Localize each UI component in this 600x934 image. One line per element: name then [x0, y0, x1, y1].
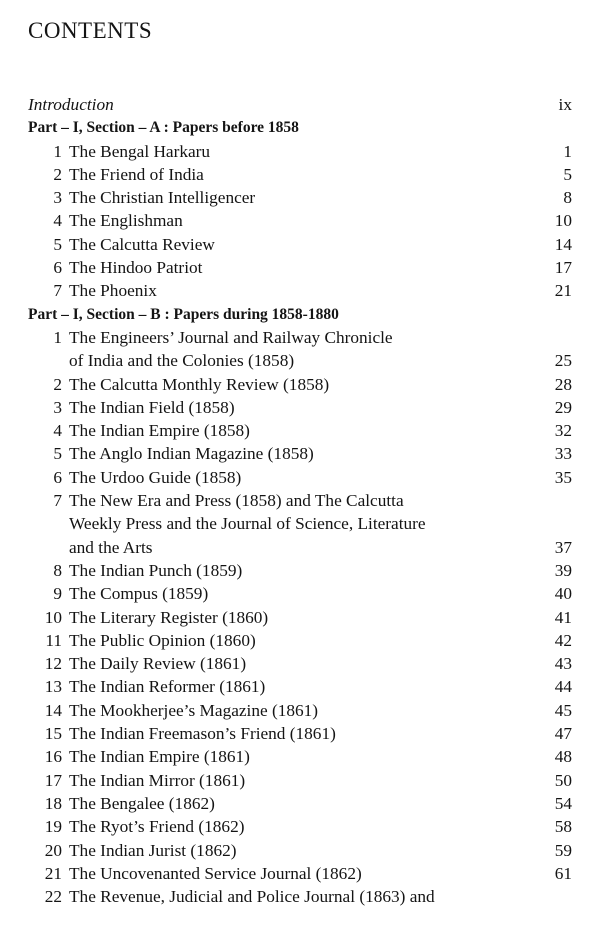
entry-page: 8 [563, 188, 572, 208]
entry-page: 45 [554, 700, 572, 720]
entry-page: 14 [554, 234, 572, 254]
entry-number: 2 [53, 164, 62, 184]
toc-entry [0, 745, 600, 768]
entry-number: 6 [53, 467, 62, 487]
entry-number: 19 [44, 817, 62, 837]
entry-title: The Calcutta Monthly Review (1858) [69, 374, 330, 394]
toc-entry [0, 209, 600, 232]
entry-title: and the Arts [69, 537, 153, 557]
entry-number: 20 [44, 840, 62, 860]
entry-number: 7 [53, 281, 62, 301]
entry-line [0, 815, 600, 838]
entry-page: 42 [554, 630, 572, 650]
entry-line [0, 722, 600, 745]
introduction-page: ix [558, 95, 572, 114]
entry-line [0, 629, 600, 652]
toc-entry [0, 442, 600, 465]
entry-number: 5 [53, 234, 62, 254]
toc-entry [0, 675, 600, 698]
entry-page: 41 [554, 607, 572, 627]
entry-line [0, 373, 600, 396]
toc-entry [0, 256, 600, 279]
entry-number: 1 [53, 141, 62, 161]
entry-title: The Phoenix [69, 281, 157, 301]
entry-title: The New Era and Press (1858) and The Calcutta [69, 491, 404, 511]
entry-number: 9 [53, 584, 62, 604]
toc-entry [0, 489, 600, 559]
entry-page: 61 [554, 863, 572, 883]
entry-number: 12 [44, 654, 62, 674]
section-b-title: Part – I, Section – B : Papers during 1858-1880 [28, 305, 339, 323]
entry-title: The Compus (1859) [69, 584, 209, 604]
toc-entry [0, 769, 600, 792]
toc-entry [0, 419, 600, 442]
entry-number: 4 [53, 421, 62, 441]
entry-title: The Mookherjee’s Magazine (1861) [69, 700, 319, 720]
entry-number: 7 [53, 491, 62, 511]
entry-line [0, 606, 600, 629]
toc-entry [0, 326, 600, 373]
entry-title: The Englishman [69, 211, 183, 231]
entry-number: 2 [53, 374, 62, 394]
entry-title: Weekly Press and the Journal of Science, Literature [69, 514, 426, 534]
entry-page: 1 [563, 141, 572, 161]
entry-line [0, 792, 600, 815]
entry-number: 18 [44, 793, 62, 813]
entry-line [0, 442, 600, 465]
entry-page: 47 [554, 724, 572, 744]
entry-line [0, 326, 600, 349]
entry-number: 21 [44, 863, 62, 883]
entry-title: The Indian Empire (1858) [69, 421, 250, 441]
entry-number: 13 [44, 677, 62, 697]
entry-page: 32 [554, 421, 572, 441]
entry-page: 43 [554, 654, 572, 674]
entry-title: The Hindoo Patriot [69, 258, 203, 278]
toc-entry [0, 699, 600, 722]
toc-entry [0, 722, 600, 745]
entry-number: 17 [44, 770, 62, 790]
entry-number: 15 [44, 724, 62, 744]
entry-page: 40 [554, 584, 572, 604]
entry-page: 39 [554, 560, 572, 580]
table-of-contents [0, 93, 600, 908]
section-a-entries [0, 140, 600, 303]
entry-line [0, 489, 600, 512]
toc-introduction [0, 93, 600, 116]
entry-page: 35 [554, 467, 572, 487]
entry-page: 5 [563, 164, 572, 184]
section-b-heading [0, 303, 600, 326]
entry-line [0, 675, 600, 698]
entry-title: The Indian Mirror (1861) [69, 770, 246, 790]
entry-line [0, 862, 600, 885]
entry-title: The Ryot’s Friend (1862) [69, 817, 245, 837]
entry-page: 17 [554, 258, 572, 278]
toc-entry [0, 140, 600, 163]
toc-entry [0, 839, 600, 862]
section-a-heading [0, 116, 600, 139]
entry-page: 28 [554, 374, 572, 394]
entry-number: 10 [44, 607, 62, 627]
entry-line [0, 885, 600, 908]
entry-title: The Bengal Harkaru [69, 141, 211, 161]
toc-entry [0, 885, 600, 908]
entry-line [0, 396, 600, 419]
entry-title: The Anglo Indian Magazine (1858) [69, 444, 314, 464]
entry-line [0, 536, 600, 559]
entry-title: The Indian Freemason’s Friend (1861) [69, 724, 336, 744]
entry-title: The Calcutta Review [69, 234, 215, 254]
entry-page: 54 [554, 793, 572, 813]
entry-line [0, 699, 600, 722]
section-b-entries [0, 326, 600, 908]
entry-number: 4 [53, 211, 62, 231]
entry-page: 21 [554, 281, 572, 301]
toc-entry [0, 233, 600, 256]
entry-title: The Literary Register (1860) [69, 607, 269, 627]
entry-title: of India and the Colonies (1858) [69, 351, 295, 371]
entry-number: 11 [45, 630, 62, 650]
toc-entry [0, 652, 600, 675]
toc-entry [0, 396, 600, 419]
toc-entry [0, 466, 600, 489]
entry-page: 33 [554, 444, 572, 464]
entry-page: 29 [554, 397, 572, 417]
toc-entry [0, 559, 600, 582]
entry-line [0, 512, 600, 535]
entry-line [0, 839, 600, 862]
toc-entry [0, 279, 600, 302]
entry-line [0, 769, 600, 792]
toc-entry [0, 582, 600, 605]
entry-title: The Indian Jurist (1862) [69, 840, 237, 860]
entry-number: 3 [53, 188, 62, 208]
entry-number: 8 [53, 560, 62, 580]
entry-line [0, 745, 600, 768]
page-title: CONTENTS [28, 18, 153, 43]
entry-line [0, 419, 600, 442]
entry-page: 50 [554, 770, 572, 790]
entry-title: The Indian Field (1858) [69, 397, 235, 417]
entry-title: The Bengalee (1862) [69, 793, 215, 813]
entry-number: 5 [53, 444, 62, 464]
entry-page: 44 [554, 677, 572, 697]
entry-line [0, 349, 600, 372]
entry-title: The Revenue, Judicial and Police Journal (1863) and [69, 887, 435, 907]
entry-page: 59 [554, 840, 572, 860]
entry-title: The Urdoo Guide (1858) [69, 467, 242, 487]
toc-entry [0, 606, 600, 629]
entry-title: The Daily Review (1861) [69, 654, 247, 674]
entry-title: The Engineers’ Journal and Railway Chronicle [69, 327, 393, 347]
section-a-title: Part – I, Section – A : Papers before 1858 [28, 119, 299, 137]
entry-line [0, 466, 600, 489]
entry-number: 16 [44, 747, 62, 767]
entry-number: 3 [53, 397, 62, 417]
toc-entry [0, 373, 600, 396]
toc-entry [0, 862, 600, 885]
entry-page: 25 [554, 351, 572, 371]
toc-entry [0, 815, 600, 838]
entry-number: 22 [44, 887, 62, 907]
entry-number: 1 [53, 327, 62, 347]
entry-line [0, 559, 600, 582]
entry-page: 37 [554, 537, 572, 557]
entry-title: The Public Opinion (1860) [69, 630, 256, 650]
entry-page: 58 [554, 817, 572, 837]
introduction-label: Introduction [28, 95, 114, 114]
toc-entry [0, 163, 600, 186]
entry-number: 6 [53, 258, 62, 278]
entry-line [0, 652, 600, 675]
toc-entry [0, 186, 600, 209]
entry-title: The Indian Punch (1859) [69, 560, 243, 580]
entry-title: The Uncovenanted Service Journal (1862) [69, 863, 362, 883]
toc-entry [0, 792, 600, 815]
entry-title: The Friend of India [69, 164, 204, 184]
entry-page: 10 [554, 211, 572, 231]
entry-line [0, 582, 600, 605]
entry-title: The Indian Empire (1861) [69, 747, 250, 767]
entry-page: 48 [554, 747, 572, 767]
entry-title: The Indian Reformer (1861) [69, 677, 266, 697]
entry-title: The Christian Intelligencer [69, 188, 256, 208]
toc-entry [0, 629, 600, 652]
entry-number: 14 [44, 700, 62, 720]
